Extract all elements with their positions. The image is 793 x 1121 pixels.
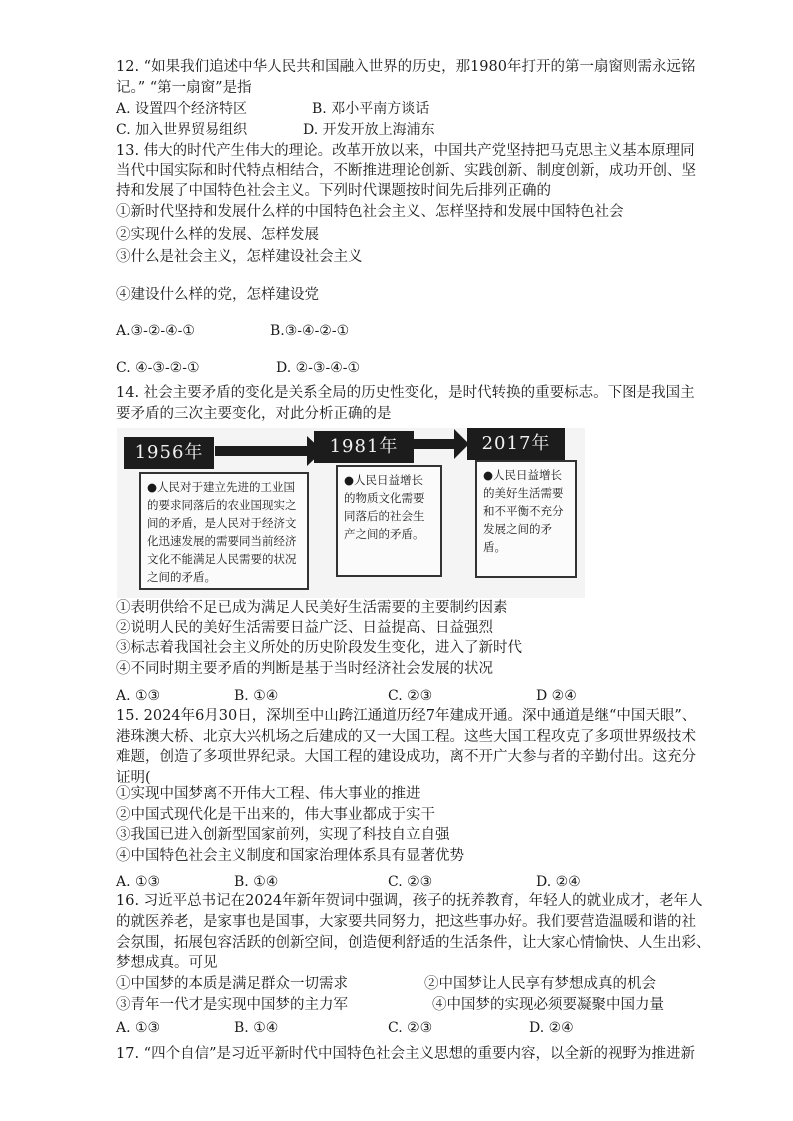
- q15-stem-line1: 15. 2024年6月30日，深圳至中山跨江通道历经7年建成开通。深中通道是继“中国天眼”、: [116, 708, 697, 724]
- q15-option-b: B. ①④: [234, 874, 279, 890]
- q16-option-c: C. ②③: [388, 1020, 433, 1036]
- q14-stem-line2: 要矛盾的三次主要变化，对此分析正确的是: [116, 406, 392, 422]
- q17-stem-line1: 17. “四个自信”是习近平新时代中国特色社会主义思想的重要内容，以全新的视野为推进新: [116, 1046, 695, 1062]
- contradiction-2017-text: 人民日益增长的美好生活需要和不平衡不充分发展之间的矛盾。: [483, 468, 564, 554]
- q12-option-a: A. 设置四个经济特区: [116, 101, 248, 117]
- q15-option-d: D. ②④: [536, 874, 581, 890]
- q15-stem-line2: 港珠澳大桥、北京大兴机场之后建成的又一大国工程。这些大国工程攻克了多项世界级技术: [116, 729, 696, 745]
- q13-statement-3: ③什么是社会主义，怎样建设社会主义: [116, 249, 363, 265]
- q16-option-d: D. ②④: [529, 1020, 574, 1036]
- contradiction-1981-box: [336, 465, 442, 577]
- q16-stem-line2: 的就医养老，是家事也是国事，大家要共同努力，把这些事办好。我们要营造温暖和谐的社: [116, 914, 696, 930]
- q14-option-c: C. ②③: [388, 688, 433, 704]
- q16-statement-3: ③青年一代才是实现中国梦的主力军: [116, 997, 348, 1013]
- q13-statement-1: ①新时代坚持和发展什么样的中国特色社会主义、怎样坚持和发展中国特色社会: [116, 204, 624, 220]
- q15-statement-1: ①实现中国梦离不开伟大工程、伟大事业的推进: [116, 786, 421, 802]
- q15-statement-3: ③我国已进入创新型国家前列，实现了科技自立自强: [116, 827, 450, 843]
- q15-statement-2: ②中国式现代化是干出来的，伟大事业都成于实干: [116, 807, 435, 823]
- q13-stem-line2: 当代中国实际和时代特点相结合，不断推进理论创新、实践创新、制度创新，成功开创、坚: [116, 163, 696, 179]
- q13-option-d: D. ②-③-④-①: [276, 360, 361, 376]
- q14-statement-4: ④不同时期主要矛盾的判断是基于当时经济社会发展的状况: [116, 661, 493, 677]
- q12-option-d: D. 开发开放上海浦东: [303, 122, 435, 138]
- q14-option-a: A. ①③: [116, 688, 161, 704]
- q15-option-c: C. ②③: [388, 874, 433, 890]
- q12-option-b: B. 邓小平南方谈话: [312, 101, 430, 117]
- q13-stem-line1: 13. 伟大的时代产生伟大的理论。改革开放以来，中国共产党坚持把马克思主义基本原理同: [116, 143, 695, 159]
- contradiction-1981-text: 人民日益增长的物质文化需要同落后的社会生产之间的矛盾。: [344, 473, 425, 541]
- q15-stem-line3: 难题，创造了多项世界纪录。大国工程的建设成功，离不开广大参与者的辛勤付出。这充分: [116, 749, 696, 765]
- contradiction-1956-text: 人民对于建立先进的工业国的要求同落后的农业国现实之间的矛盾，是人民对于经济文化迅速发展的需要同当前经济文化不能满足人民需要的状况之间的矛盾。: [147, 480, 297, 584]
- q14-stem-line1: 14. 社会主要矛盾的变化是关系全局的历史性变化，是时代转换的重要标志。下图是我国主: [116, 385, 695, 401]
- q14-statement-1: ①表明供给不足已成为满足人民美好生活需要的主要制约因素: [116, 600, 508, 616]
- q16-statement-1: ①中国梦的本质是满足群众一切需求: [116, 976, 348, 992]
- q16-option-b: B. ①④: [234, 1020, 279, 1036]
- q16-stem-line3: 会氛围，拓展包容活跃的创新空间，创造便利舒适的生活条件，让大家心情愉快、人生出彩、: [116, 935, 711, 951]
- q16-stem-line4: 梦想成真。可见: [116, 955, 218, 971]
- year-1956-label: 1956年: [124, 437, 214, 469]
- arrow-2-shaft: [414, 439, 456, 449]
- q16-option-a: A. ①③: [116, 1020, 161, 1036]
- bullet-icon: ●: [344, 473, 355, 487]
- q12-stem-line1: 12. “如果我们追述中华人民共和国融入世界的历史，那1980年打开的第一扇窗则需永远铭: [116, 59, 696, 75]
- bullet-icon: ●: [147, 480, 158, 494]
- q16-statement-2: ②中国梦让人民享有梦想成真的机会: [424, 976, 656, 992]
- q16-stem-line1: 16. 习近平总书记在2024年新年贺词中强调，孩子的抚养教育，年轻人的就业成才，老年人: [116, 893, 703, 909]
- q13-statement-2: ②实现什么样的发展、怎样发展: [116, 227, 319, 243]
- q13-statement-4: ④建设什么样的党，怎样建设党: [116, 287, 319, 303]
- q14-option-b: B. ①④: [234, 688, 279, 704]
- bullet-icon: ●: [483, 468, 494, 482]
- q15-stem-line4: 证明(: [116, 770, 151, 786]
- principal-contradiction-timeline: [117, 428, 585, 598]
- year-1981-label: 1981年: [314, 431, 414, 463]
- q15-option-a: A. ①③: [116, 874, 161, 890]
- year-2017-label: 2017年: [467, 428, 565, 460]
- q13-option-c: C. ④-③-②-①: [116, 360, 200, 376]
- contradiction-2017-box: [475, 460, 577, 578]
- q15-statement-4: ④中国特色社会主义制度和国家治理体系具有显著优势: [116, 848, 464, 864]
- q16-statement-4: ④中国梦的实现必须要凝聚中国力量: [432, 997, 664, 1013]
- q14-statement-3: ③标志着我国社会主义所处的历史阶段发生变化，进入了新时代: [116, 640, 522, 656]
- q12-stem-line2: 记。” “第一扇窗”是指: [116, 80, 252, 96]
- q14-statement-2: ②说明人民的美好生活需要日益广泛、日益提高、日益强烈: [116, 620, 493, 636]
- q14-option-d: D ②④: [536, 688, 577, 704]
- q13-option-a: A.③-②-④-①: [116, 323, 195, 339]
- contradiction-1956-box: [139, 472, 309, 590]
- arrow-1-shaft: [215, 446, 309, 456]
- q13-stem-line3: 持和发展了中国特色社会主义。下列时代课题按时间先后排列正确的: [116, 183, 551, 199]
- q13-option-b: B.③-④-②-①: [270, 323, 350, 339]
- q12-option-c: C. 加入世界贸易组织: [116, 122, 248, 138]
